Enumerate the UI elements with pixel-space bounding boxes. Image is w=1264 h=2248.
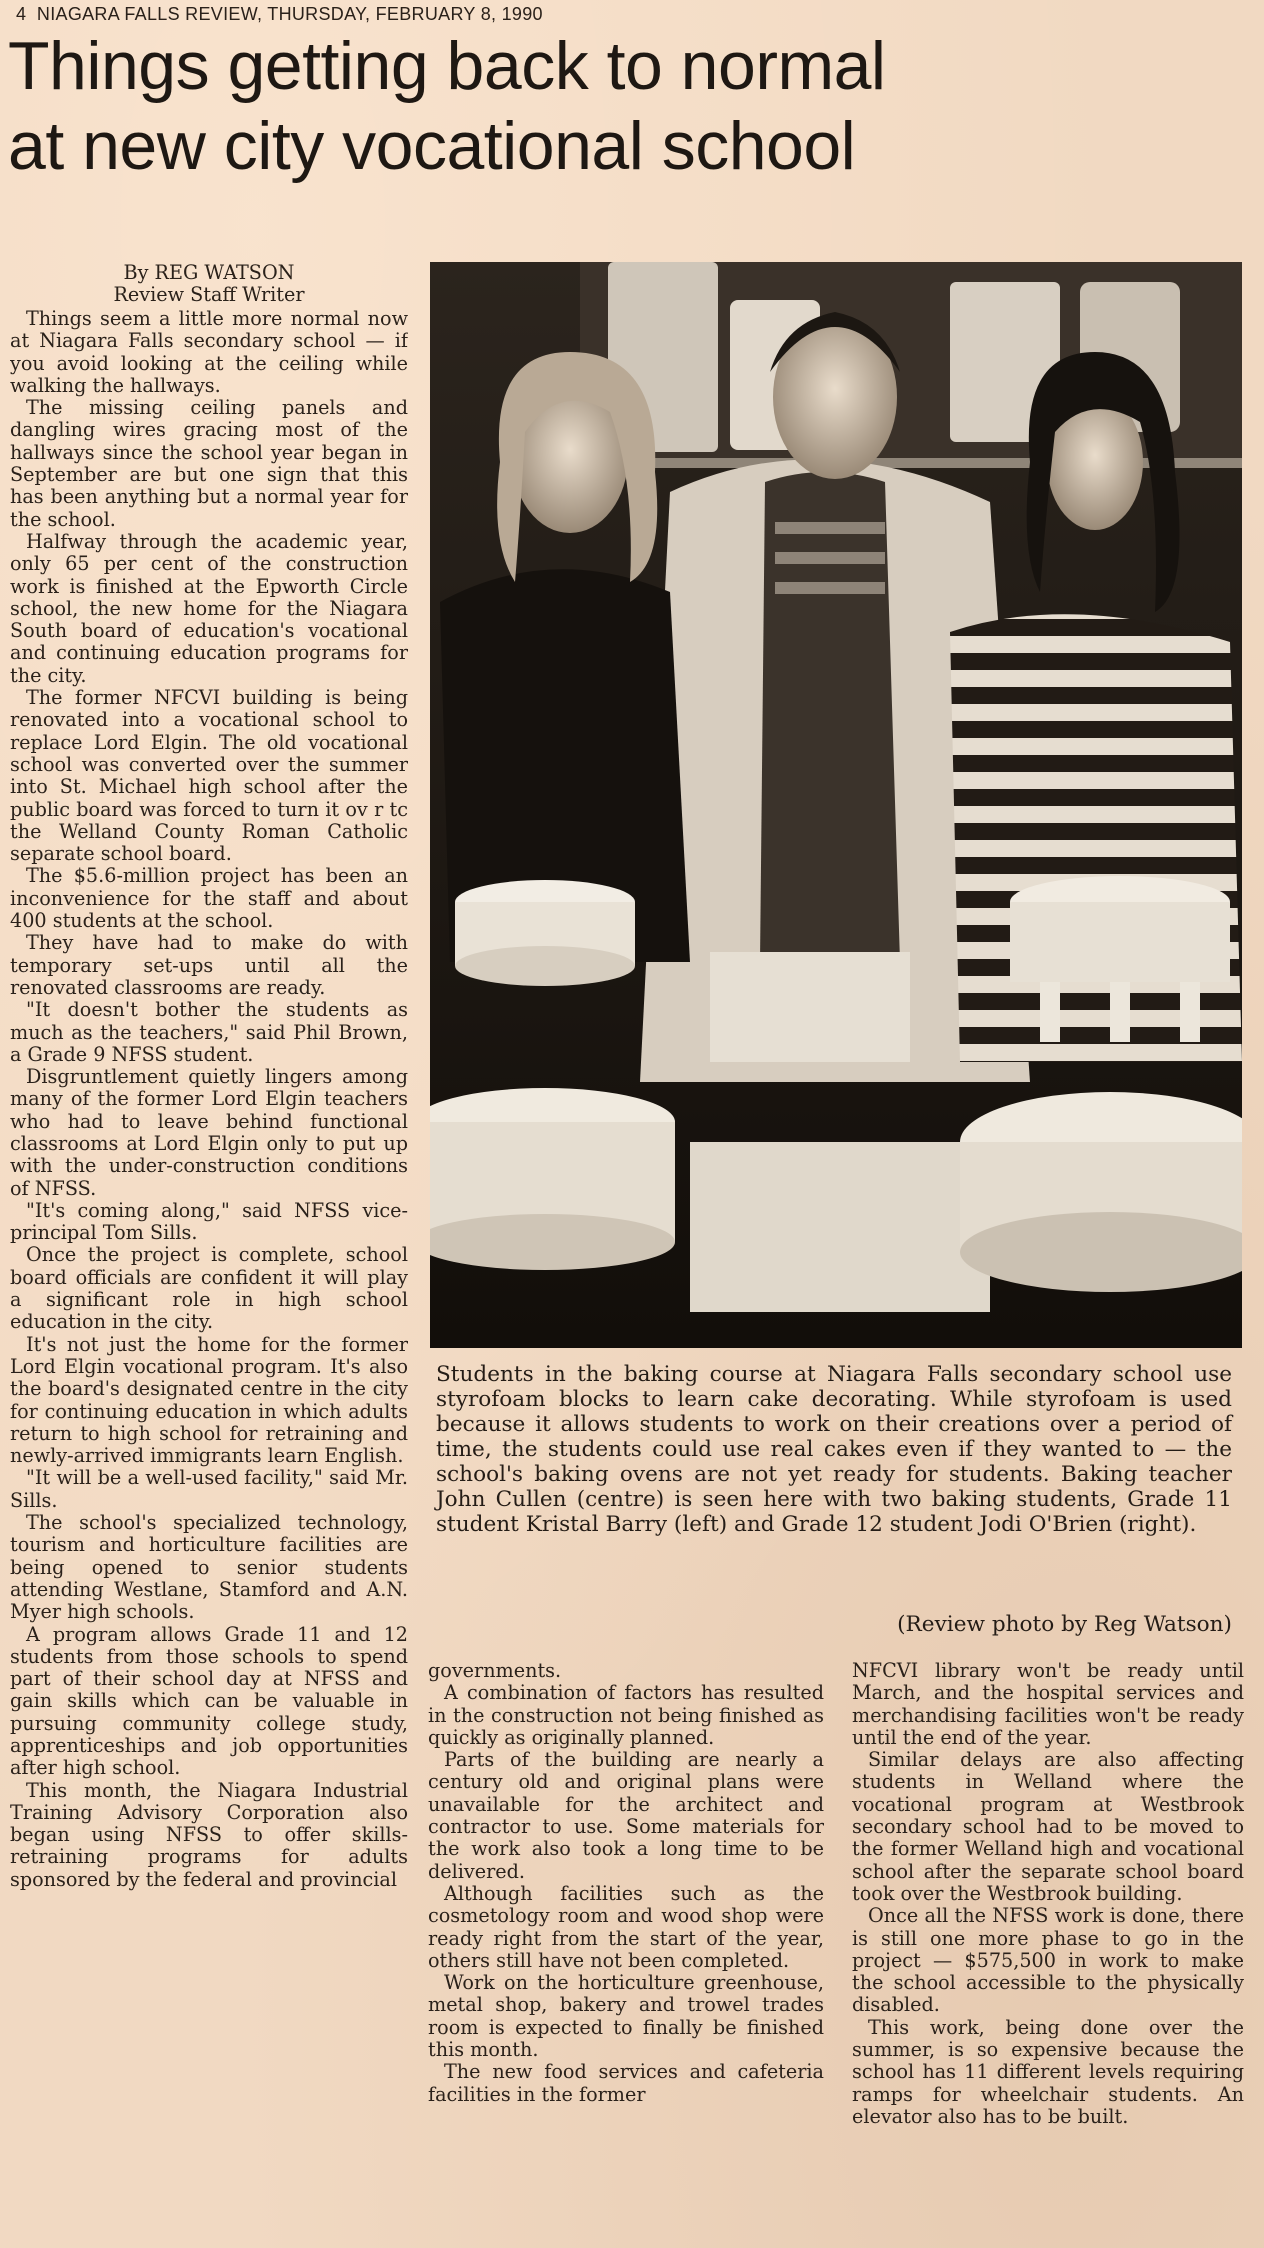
paragraph: Similar delays are also affecting students in Welland where the vocational program at Westbrook secondary school had to be moved to the former Welland high and vocational school after the separate school board took over the Westbrook building. [852, 1748, 1244, 1905]
dateline [16, 4, 1216, 25]
paragraph: The former NFCVI building is being renovated into a vocational school to replace Lord Elgin. The old vocational school was converted over the summer into St. Michael high school after the public board was forced to turn it ov r tc the Welland County Roman Catholic separate school board. [10, 686, 408, 866]
article-column-3 [852, 1660, 1244, 2240]
paragraph: The new food services and cafeteria facilities in the former [428, 2060, 824, 2106]
byline-role: Review Staff Writer [113, 283, 305, 306]
paragraph: governments. [428, 1660, 562, 1682]
paragraph: A program allows Grade 11 and 12 students from those schools to spend part of their school day at NFSS and gain skills which can be valuable in pursuing community college study, apprenticeships and job opportunities after high school. [10, 1622, 408, 1780]
paragraph: "It's coming along," said NFSS vice-principal Tom Sills. [10, 1198, 408, 1245]
article-column-1 [10, 262, 408, 2242]
paragraph: Work on the horticulture greenhouse, metal shop, bakery and trowel trades room is expected to finally be finished this month. [428, 1971, 824, 2062]
dateline-text: NIAGARA FALLS REVIEW, THURSDAY, FEBRUARY 8, 1990 [36, 4, 543, 24]
headline-line-2: at new city vocational school [8, 108, 856, 184]
news-photo [430, 262, 1242, 1348]
paragraph: The school's specialized technology, tourism and horticulture facilities are being opened to senior students attending Westlane, Stamford and A.N. Myer high schools. [10, 1511, 408, 1624]
photo-caption: Students in the baking course at Niagara Falls secondary school use styrofoam blocks to learn cake decorating. While styrofoam is used because it allows students to work on their creations over a period of time, the students could use real cakes even if they wanted to — the school's baking ovens are not yet ready for students. Baking teacher John Cullen (centre) is seen here with two baking students, Grade 11 student Kristal Barry (left) and Grade 12 student Jodi O'Brien (right). [436, 1362, 1232, 1537]
paragraph: This month, the Niagara Industrial Training Advisory Corporation also began using NFSS to offer skills-retraining programs for adults sponsored by the federal and provincial [10, 1778, 408, 1891]
paragraph: Disgruntlement quietly lingers among many of the former Lord Elgin teachers who had to leave behind functional classrooms at Lord Elgin only to put up with the under-construction conditions of NFSS. [10, 1065, 408, 1200]
byline-author: By REG WATSON [123, 262, 295, 284]
page-number: 4 [16, 4, 27, 24]
paragraph: Once the project is complete, school board officials are confident it will play a significant role in high school education in the city. [10, 1243, 408, 1334]
paragraph: Things seem a little more normal now at Niagara Falls secondary school — if you avoid looking at the ceiling while walking the hallways. [10, 307, 408, 397]
paragraph: The $5.6-million project has been an inconvenience for the staff and about 400 students at the school. [10, 864, 408, 933]
photo-illustration [430, 262, 1242, 1348]
paragraph: A combination of factors has resulted in the construction not being finished as quickly as originally planned. [428, 1681, 824, 1749]
byline [10, 262, 408, 306]
paragraph: They have had to make do with temporary set-ups until all the renovated classrooms are ready. [10, 931, 408, 999]
paragraph: "It will be a well-used facility," said Mr. Sills. [10, 1466, 408, 1512]
paragraph: Once all the NFSS work is done, there is still one more phase to go in the project — $575,500 in work to make the school accessible to the physically disabled. [852, 1904, 1244, 2017]
paragraph: Parts of the building are nearly a century old and original plans were unavailable for the architect and contractor to use. Some materials for the work also took a long time to be delivered. [428, 1748, 824, 1883]
headline [8, 26, 1248, 186]
paragraph: "It doesn't bother the students as much as the teachers," said Phil Brown, a Grade 9 NFSS student. [10, 998, 408, 1066]
paragraph: This work, being done over the summer, is so expensive because the school has 11 different levels requiring ramps for wheelchair students. An elevator also has to be built. [852, 2015, 1244, 2128]
headline-line-1: Things getting back to normal [8, 28, 886, 104]
article-column-2 [428, 1660, 824, 2240]
paragraph: Although facilities such as the cosmetology room and wood shop were ready right from the start of the year, others still have not been completed. [428, 1881, 824, 1972]
paragraph: Halfway through the academic year, only 65 per cent of the construction work is finished at the Epworth Circle school, the new home for the Niagara South board of education's vocational and continuing education programs for the city. [10, 529, 408, 687]
photo-credit: (Review photo by Reg Watson) [897, 1612, 1232, 1637]
paragraph: NFCVI library won't be ready until March, and the hospital services and merchandising facilities won't be ready until the end of the year. [852, 1660, 1244, 1749]
paragraph: It's not just the home for the former Lord Elgin vocational program. It's also the board's designated centre in the city for continuing education in which adults return to high school for retraining and newly-arrived immigrants learn English. [10, 1332, 408, 1468]
paragraph: The missing ceiling panels and dangling wires gracing most of the hallways since the school year began in September are but one sign that this has been anything but a normal year for the school. [10, 396, 408, 531]
